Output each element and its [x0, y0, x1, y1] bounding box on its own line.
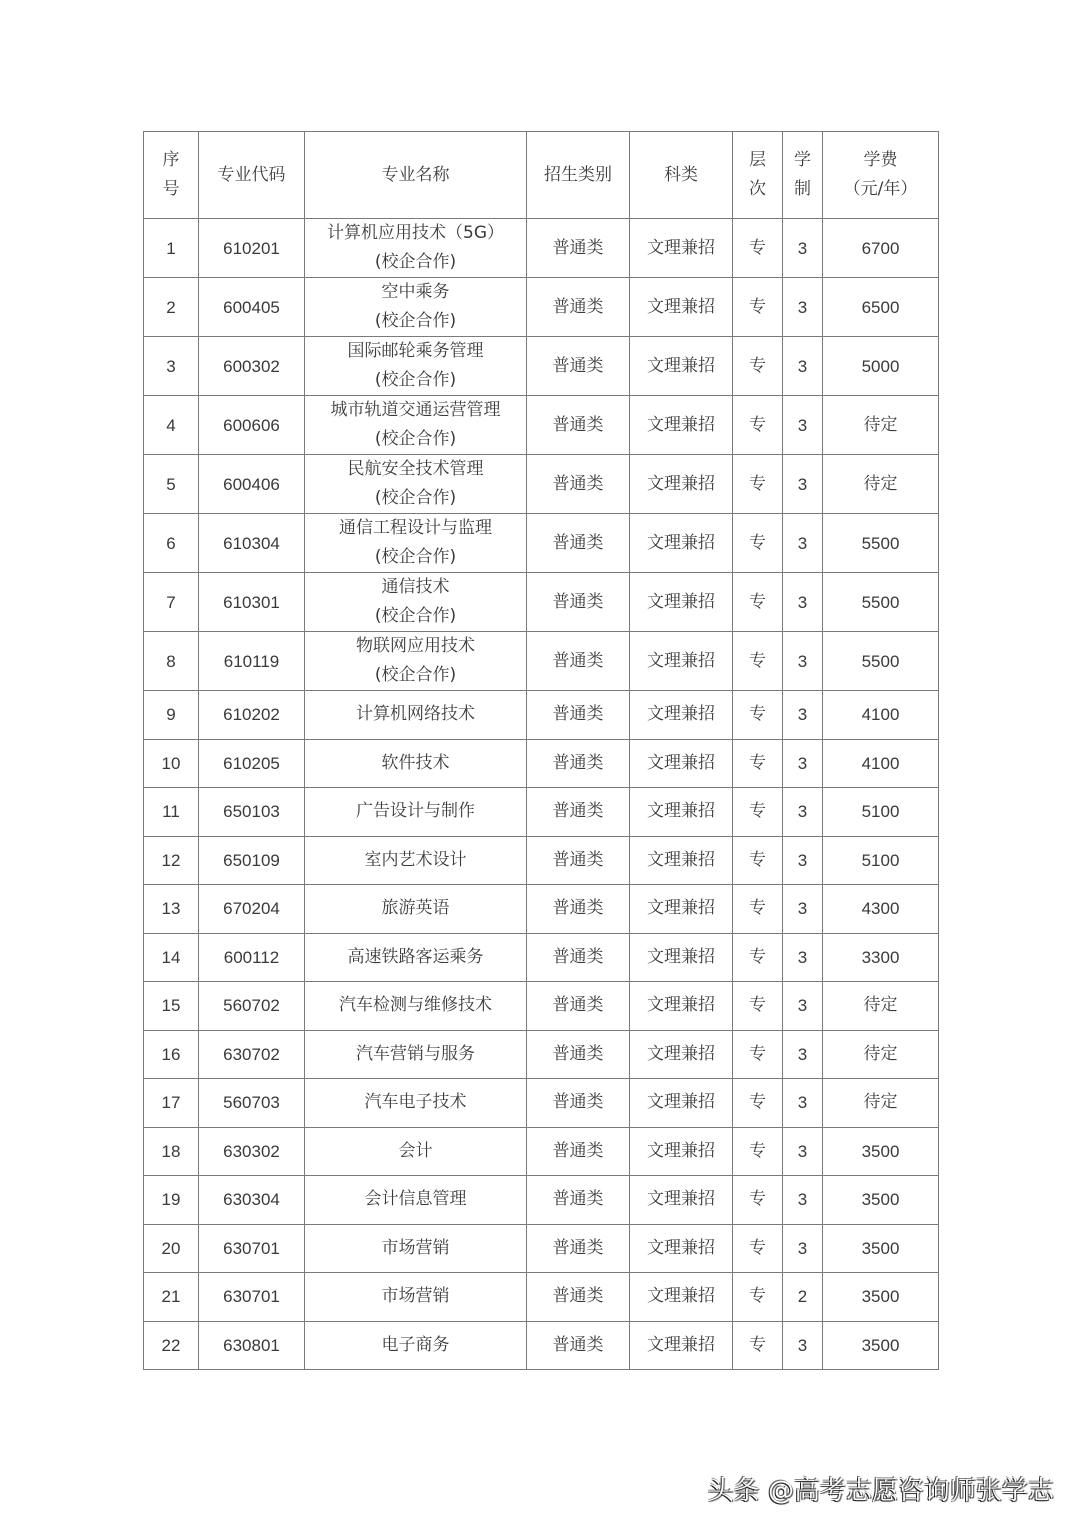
cell-subject: 文理兼招: [630, 836, 733, 885]
cell-name: [305, 1176, 527, 1225]
cell-tuition: 5000: [823, 337, 939, 396]
table-row: [144, 788, 939, 837]
cell-category: 普通类: [527, 1127, 630, 1176]
table-row: [144, 514, 939, 573]
column-header-tuition: [823, 132, 939, 219]
cell-category: 普通类: [527, 573, 630, 632]
major-name-line: 汽车检测与维修技术: [339, 995, 492, 1016]
cell-tuition: 4300: [823, 885, 939, 934]
cell-tuition: 6500: [823, 278, 939, 337]
table-row: [144, 632, 939, 691]
table-row: [144, 1321, 939, 1370]
major-name-line: 市场营销: [381, 1237, 450, 1258]
cell-level: 专: [733, 1079, 783, 1128]
cell-years: 3: [783, 632, 823, 691]
cell-code: 610301: [199, 573, 305, 632]
cell-seq: 18: [144, 1127, 199, 1176]
cell-subject: 文理兼招: [630, 691, 733, 740]
column-header-label: 号: [162, 179, 180, 199]
cell-tuition: 3500: [823, 1127, 939, 1176]
cell-years: 3: [783, 739, 823, 788]
column-header-seq: [144, 132, 199, 219]
table-row: [144, 982, 939, 1031]
cell-years: 3: [783, 982, 823, 1031]
cell-name: [305, 632, 527, 691]
cell-level: 专: [733, 691, 783, 740]
column-header-level: [733, 132, 783, 219]
cell-category: 普通类: [527, 278, 630, 337]
major-name-line: 会计信息管理: [364, 1189, 467, 1210]
cell-category: 普通类: [527, 337, 630, 396]
major-name-line: (校企合作): [374, 606, 457, 626]
cell-category: 普通类: [527, 1079, 630, 1128]
cell-category: 普通类: [527, 836, 630, 885]
cell-subject: 文理兼招: [630, 1079, 733, 1128]
cell-name: [305, 514, 527, 573]
cell-level: 专: [733, 885, 783, 934]
cell-seq: 7: [144, 573, 199, 632]
cell-subject: 文理兼招: [630, 1224, 733, 1273]
cell-level: 专: [733, 1127, 783, 1176]
cell-category: 普通类: [527, 982, 630, 1031]
major-name-line: 通信技术: [381, 577, 450, 597]
column-header-code: [199, 132, 305, 219]
cell-subject: 文理兼招: [630, 788, 733, 837]
cell-level: 专: [733, 788, 783, 837]
major-name-line: 空中乘务: [381, 282, 450, 302]
major-name-line: 软件技术: [381, 752, 450, 773]
cell-years: 3: [783, 455, 823, 514]
cell-tuition: 待定: [823, 1030, 939, 1079]
major-name-line: 电子商务: [381, 1334, 450, 1355]
table-row: [144, 1176, 939, 1225]
major-name-line: 汽车电子技术: [364, 1092, 467, 1113]
cell-code: 630302: [199, 1127, 305, 1176]
cell-years: 3: [783, 885, 823, 934]
column-header-label: 专业名称: [381, 164, 450, 185]
table-row: [144, 455, 939, 514]
cell-tuition: 5100: [823, 836, 939, 885]
cell-tuition: 待定: [823, 982, 939, 1031]
cell-years: 3: [783, 836, 823, 885]
cell-subject: 文理兼招: [630, 455, 733, 514]
cell-seq: 21: [144, 1273, 199, 1322]
table-row: [144, 396, 939, 455]
cell-level: 专: [733, 933, 783, 982]
cell-level: 专: [733, 1176, 783, 1225]
cell-tuition: 3500: [823, 1224, 939, 1273]
cell-category: 普通类: [527, 632, 630, 691]
cell-tuition: 5500: [823, 573, 939, 632]
cell-name: [305, 691, 527, 740]
table-row: [144, 1224, 939, 1273]
cell-code: 560702: [199, 982, 305, 1031]
cell-seq: 5: [144, 455, 199, 514]
cell-name: [305, 278, 527, 337]
cell-code: 650103: [199, 788, 305, 837]
cell-tuition: 待定: [823, 1079, 939, 1128]
major-name-line: (校企合作): [374, 429, 457, 449]
table-row: [144, 337, 939, 396]
cell-code: 670204: [199, 885, 305, 934]
cell-subject: 文理兼招: [630, 739, 733, 788]
cell-years: 3: [783, 691, 823, 740]
cell-seq: 15: [144, 982, 199, 1031]
table-row: [144, 691, 939, 740]
cell-subject: 文理兼招: [630, 396, 733, 455]
cell-subject: 文理兼招: [630, 1176, 733, 1225]
cell-code: 650109: [199, 836, 305, 885]
cell-code: 630702: [199, 1030, 305, 1079]
cell-subject: 文理兼招: [630, 1030, 733, 1079]
cell-subject: 文理兼招: [630, 337, 733, 396]
cell-category: 普通类: [527, 455, 630, 514]
cell-seq: 4: [144, 396, 199, 455]
cell-category: 普通类: [527, 396, 630, 455]
cell-tuition: 6700: [823, 219, 939, 278]
major-name-line: 民航安全技术管理: [347, 459, 484, 479]
cell-years: 3: [783, 1127, 823, 1176]
cell-level: 专: [733, 573, 783, 632]
cell-code: 600606: [199, 396, 305, 455]
cell-category: 普通类: [527, 1176, 630, 1225]
cell-years: 3: [783, 337, 823, 396]
cell-name: [305, 455, 527, 514]
cell-years: 3: [783, 278, 823, 337]
cell-years: 3: [783, 573, 823, 632]
cell-level: 专: [733, 337, 783, 396]
cell-subject: 文理兼招: [630, 632, 733, 691]
major-name-line: 国际邮轮乘务管理: [347, 341, 484, 361]
cell-code: 630304: [199, 1176, 305, 1225]
cell-name: [305, 337, 527, 396]
cell-seq: 2: [144, 278, 199, 337]
cell-name: [305, 573, 527, 632]
cell-name: [305, 1127, 527, 1176]
column-header-category: [527, 132, 630, 219]
cell-code: 600302: [199, 337, 305, 396]
cell-level: 专: [733, 1224, 783, 1273]
table-row: [144, 1079, 939, 1128]
cell-name: [305, 219, 527, 278]
cell-category: 普通类: [527, 691, 630, 740]
watermark: 头条 @高考志愿咨询师张学志: [707, 1476, 1054, 1506]
cell-level: 专: [733, 739, 783, 788]
cell-seq: 9: [144, 691, 199, 740]
cell-level: 专: [733, 278, 783, 337]
cell-code: 560703: [199, 1079, 305, 1128]
cell-category: 普通类: [527, 1030, 630, 1079]
major-name-line: (校企合作): [374, 665, 457, 685]
cell-code: 600112: [199, 933, 305, 982]
cell-tuition: 5500: [823, 632, 939, 691]
cell-tuition: 5500: [823, 514, 939, 573]
cell-category: 普通类: [527, 885, 630, 934]
cell-category: 普通类: [527, 788, 630, 837]
major-name-line: 旅游英语: [381, 898, 450, 919]
major-name-line: 汽车营销与服务: [356, 1043, 475, 1064]
cell-level: 专: [733, 455, 783, 514]
cell-name: [305, 933, 527, 982]
cell-name: [305, 396, 527, 455]
major-name-line: (校企合作): [374, 488, 457, 508]
cell-code: 610304: [199, 514, 305, 573]
cell-subject: 文理兼招: [630, 982, 733, 1031]
cell-subject: 文理兼招: [630, 514, 733, 573]
cell-seq: 6: [144, 514, 199, 573]
table-row: [144, 573, 939, 632]
cell-years: 3: [783, 1224, 823, 1273]
table-body: [144, 219, 939, 1370]
cell-name: [305, 1224, 527, 1273]
cell-category: 普通类: [527, 1224, 630, 1273]
cell-tuition: 3500: [823, 1321, 939, 1370]
table-row: [144, 1273, 939, 1322]
cell-subject: 文理兼招: [630, 573, 733, 632]
major-name-line: 物联网应用技术: [356, 636, 475, 656]
cell-name: [305, 1030, 527, 1079]
column-header-label: 招生类别: [544, 164, 612, 185]
cell-years: 3: [783, 1030, 823, 1079]
table-row: [144, 739, 939, 788]
cell-subject: 文理兼招: [630, 885, 733, 934]
cell-category: 普通类: [527, 514, 630, 573]
cell-tuition: 3500: [823, 1273, 939, 1322]
cell-level: 专: [733, 836, 783, 885]
cell-code: 630701: [199, 1273, 305, 1322]
cell-code: 610201: [199, 219, 305, 278]
cell-name: [305, 739, 527, 788]
column-header-label: 制: [794, 179, 811, 199]
cell-level: 专: [733, 1030, 783, 1079]
cell-seq: 16: [144, 1030, 199, 1079]
major-name-line: (校企合作): [374, 547, 457, 567]
cell-years: 3: [783, 933, 823, 982]
cell-seq: 10: [144, 739, 199, 788]
cell-tuition: 3500: [823, 1176, 939, 1225]
column-header-label: 科类: [664, 164, 698, 185]
major-name-line: 广告设计与制作: [356, 801, 475, 822]
column-header-label: （元/年）: [843, 179, 918, 199]
cell-seq: 12: [144, 836, 199, 885]
cell-level: 专: [733, 219, 783, 278]
cell-level: 专: [733, 514, 783, 573]
cell-code: 630801: [199, 1321, 305, 1370]
cell-category: 普通类: [527, 219, 630, 278]
cell-years: 3: [783, 514, 823, 573]
cell-subject: 文理兼招: [630, 933, 733, 982]
cell-category: 普通类: [527, 1273, 630, 1322]
cell-name: [305, 836, 527, 885]
cell-seq: 19: [144, 1176, 199, 1225]
column-header-label: 序: [162, 150, 180, 170]
cell-tuition: 待定: [823, 455, 939, 514]
cell-code: 610202: [199, 691, 305, 740]
major-name-line: 通信工程设计与监理: [339, 518, 492, 538]
cell-level: 专: [733, 396, 783, 455]
cell-tuition: 5100: [823, 788, 939, 837]
cell-seq: 20: [144, 1224, 199, 1273]
cell-category: 普通类: [527, 739, 630, 788]
column-header-label: 学: [794, 150, 811, 170]
cell-name: [305, 982, 527, 1031]
cell-name: [305, 1273, 527, 1322]
cell-seq: 17: [144, 1079, 199, 1128]
major-name-line: 计算机应用技术（5G）: [327, 223, 504, 243]
table-row: [144, 933, 939, 982]
cell-category: 普通类: [527, 1321, 630, 1370]
enrollment-table: [143, 131, 939, 1370]
cell-years: 3: [783, 396, 823, 455]
cell-code: 610119: [199, 632, 305, 691]
table-row: [144, 1127, 939, 1176]
column-header-label: 层: [749, 150, 766, 170]
major-name-line: 市场营销: [381, 1286, 450, 1307]
table-row: [144, 278, 939, 337]
cell-subject: 文理兼招: [630, 278, 733, 337]
cell-seq: 13: [144, 885, 199, 934]
cell-seq: 14: [144, 933, 199, 982]
cell-years: 3: [783, 1079, 823, 1128]
cell-subject: 文理兼招: [630, 219, 733, 278]
cell-level: 专: [733, 1273, 783, 1322]
cell-tuition: 3300: [823, 933, 939, 982]
cell-seq: 3: [144, 337, 199, 396]
cell-seq: 22: [144, 1321, 199, 1370]
cell-years: 3: [783, 1321, 823, 1370]
cell-seq: 1: [144, 219, 199, 278]
cell-name: [305, 1079, 527, 1128]
column-header-label: 专业代码: [217, 164, 286, 185]
cell-code: 600406: [199, 455, 305, 514]
major-name-line: 计算机网络技术: [356, 704, 475, 725]
column-header-label: 次: [749, 179, 766, 199]
cell-code: 600405: [199, 278, 305, 337]
cell-tuition: 4100: [823, 691, 939, 740]
major-name-line: 室内艺术设计: [364, 849, 467, 870]
column-header-years: [783, 132, 823, 219]
major-name-line: 城市轨道交通运营管理: [330, 400, 501, 420]
table-row: [144, 885, 939, 934]
cell-category: 普通类: [527, 933, 630, 982]
table-row: [144, 1030, 939, 1079]
cell-tuition: 待定: [823, 396, 939, 455]
cell-level: 专: [733, 632, 783, 691]
table-header-row: [144, 132, 939, 219]
major-name-line: (校企合作): [374, 370, 457, 390]
major-name-line: (校企合作): [374, 252, 457, 272]
cell-years: 3: [783, 788, 823, 837]
cell-code: 630701: [199, 1224, 305, 1273]
cell-tuition: 4100: [823, 739, 939, 788]
cell-name: [305, 788, 527, 837]
cell-subject: 文理兼招: [630, 1273, 733, 1322]
cell-years: 3: [783, 1176, 823, 1225]
major-name-line: (校企合作): [374, 311, 457, 331]
cell-code: 610205: [199, 739, 305, 788]
cell-years: 3: [783, 219, 823, 278]
major-name-line: 会计: [398, 1140, 433, 1161]
cell-seq: 11: [144, 788, 199, 837]
cell-subject: 文理兼招: [630, 1321, 733, 1370]
cell-level: 专: [733, 982, 783, 1031]
table-row: [144, 219, 939, 278]
column-header-label: 学费: [863, 150, 898, 170]
cell-subject: 文理兼招: [630, 1127, 733, 1176]
column-header-name: [305, 132, 527, 219]
cell-years: 2: [783, 1273, 823, 1322]
cell-level: 专: [733, 1321, 783, 1370]
cell-name: [305, 885, 527, 934]
cell-name: [305, 1321, 527, 1370]
table-row: [144, 836, 939, 885]
column-header-subject: [630, 132, 733, 219]
cell-seq: 8: [144, 632, 199, 691]
major-name-line: 高速铁路客运乘务: [347, 946, 484, 967]
